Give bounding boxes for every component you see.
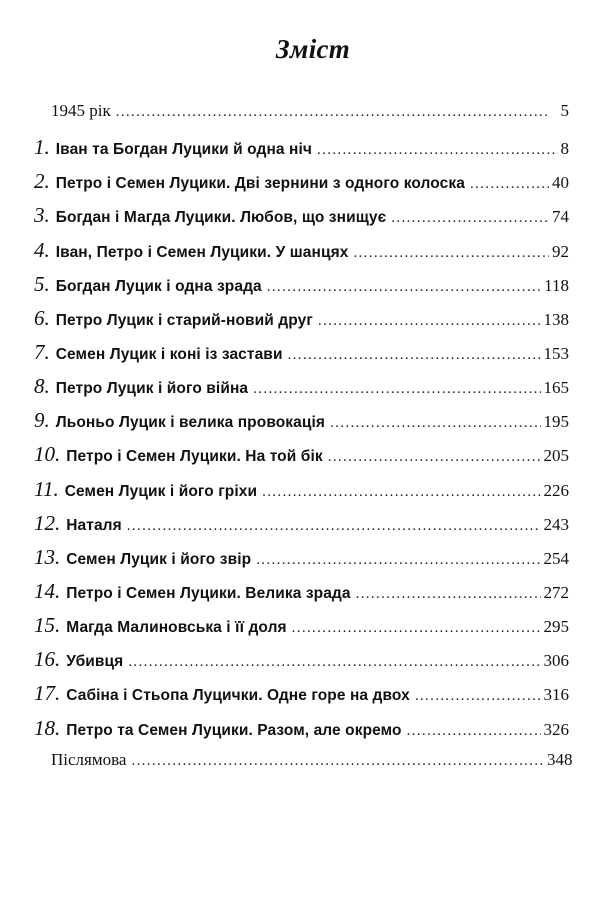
toc-entry-page: 316 (543, 685, 569, 705)
toc-entry-chapter-10 (34, 442, 569, 476)
toc-entry-page: 92 (552, 241, 569, 261)
toc-entry-page: 226 (543, 480, 569, 500)
toc-entry-label: Семен Луцик і його звір (66, 550, 252, 568)
toc-entry-chapter-15 (34, 613, 569, 647)
toc-entry-page: 8 (560, 139, 569, 159)
dot-leader (415, 688, 541, 705)
toc-entry-label: Семен Луцик і його гріхи (64, 482, 258, 500)
chapter-number: 7. (34, 339, 50, 364)
dot-leader (330, 415, 540, 432)
dot-leader (116, 104, 548, 121)
chapter-number: 6. (34, 305, 50, 330)
toc-entry-prologue (34, 101, 569, 135)
dot-leader (353, 245, 549, 262)
toc-entry-page: 195 (543, 412, 569, 432)
toc-entry-label: Убивця (66, 653, 124, 671)
dot-leader (318, 313, 541, 330)
toc-entry-label: Петро і Семен Луцики. На той бік (66, 448, 323, 466)
chapter-number: 2. (34, 169, 50, 194)
dot-leader (256, 552, 540, 569)
chapter-number: 17. (34, 681, 61, 706)
chapter-number: 10. (34, 442, 61, 467)
chapter-number: 5. (34, 271, 50, 296)
toc-entry-label: Іван, Петро і Семен Луцики. У шанцях (55, 243, 349, 261)
toc-entry-label: Семен Луцик і коні із застави (55, 345, 283, 363)
toc-entry-afterword (34, 749, 573, 784)
toc-entry-page: 205 (543, 446, 569, 466)
toc-entry-label: Наталя (66, 516, 122, 534)
toc-entry-chapter-7 (34, 340, 569, 374)
toc-entry-label: Петро і Семен Луцики. Велика зрада (66, 584, 351, 602)
dot-leader (407, 723, 541, 740)
toc-entry-page: 243 (543, 514, 569, 534)
toc-entry-label: 1945 рік (51, 101, 111, 120)
toc-entry-label: Петро та Семен Луцики. Разом, але окремо (66, 721, 402, 739)
toc-entry-label: Сабіна і Стьопа Луцички. Одне горе на двох (66, 687, 410, 705)
toc-entry-label: Післямова (51, 749, 127, 769)
dot-leader (127, 518, 541, 535)
toc-entry-page: 153 (543, 343, 569, 363)
toc-entry-chapter-9 (34, 408, 569, 442)
dot-leader (317, 142, 557, 159)
toc-entry-label: Богдан і Магда Луцики. Любов, що знищує (55, 209, 387, 227)
toc-entry-page: 326 (543, 719, 569, 739)
toc-entry-chapter-4 (34, 238, 569, 272)
chapter-number: 3. (34, 203, 50, 228)
toc-entry-label: Магда Малиновська і її доля (66, 619, 287, 637)
toc-entry-chapter-17 (34, 681, 569, 715)
toc-entry-chapter-6 (34, 306, 569, 340)
chapter-number: 11. (34, 476, 59, 501)
dot-leader (128, 654, 540, 671)
chapter-number: 4. (34, 237, 50, 262)
dot-leader (288, 347, 541, 364)
toc-entry-page: 295 (543, 617, 569, 637)
toc-entry-page: 254 (543, 548, 569, 568)
chapter-number: 15. (34, 613, 61, 638)
chapter-number: 13. (34, 544, 61, 569)
toc-entry-chapter-5 (34, 272, 569, 306)
chapter-number: 14. (34, 578, 61, 603)
toc-entry-chapter-3 (34, 203, 569, 237)
toc-entry-label: Богдан Луцик і одна зрада (55, 277, 262, 295)
dot-leader (267, 279, 541, 296)
chapter-number: 16. (34, 647, 61, 672)
toc-entry-chapter-2 (34, 169, 569, 203)
toc-entry-page: 306 (543, 651, 569, 671)
table-of-contents (34, 101, 573, 784)
dot-leader (328, 449, 541, 466)
toc-entry-label: Петро Луцик і його війна (55, 380, 249, 398)
chapter-number: 8. (34, 374, 50, 399)
dot-leader (292, 620, 541, 637)
toc-entry-page: 138 (543, 309, 569, 329)
dot-leader (253, 381, 540, 398)
toc-entry-chapter-11 (34, 477, 569, 511)
toc-entry-label: Льоньо Луцик і велика провокація (55, 414, 326, 432)
chapter-number: 12. (34, 510, 61, 535)
dot-leader (391, 210, 549, 227)
dot-leader (470, 176, 549, 193)
toc-entry-chapter-14 (34, 579, 569, 613)
chapter-number: 1. (34, 135, 50, 160)
toc-entry-page: 5 (560, 101, 569, 120)
dot-leader (262, 484, 540, 501)
toc-entry-chapter-13 (34, 545, 569, 579)
toc-entry-chapter-8 (34, 374, 569, 408)
toc-entry-chapter-18 (34, 716, 569, 750)
toc-entry-page: 40 (552, 173, 569, 193)
toc-entry-page: 348 (546, 749, 573, 769)
toc-entry-chapter-16 (34, 647, 569, 681)
toc-entry-page: 74 (552, 207, 569, 227)
page-title: Зміст (275, 34, 351, 64)
toc-entry-label: Петро Луцик і старий-новий друг (55, 311, 313, 329)
dot-leader (356, 586, 541, 603)
toc-entry-chapter-12 (34, 511, 569, 545)
toc-entry-chapter-1 (34, 135, 569, 169)
chapter-number: 9. (34, 408, 50, 433)
toc-entry-label: Петро і Семен Луцики. Дві зернини з одного колоска (55, 175, 465, 193)
toc-entry-page: 118 (544, 275, 569, 295)
toc-entry-page: 272 (543, 582, 569, 602)
toc-entry-label: Іван та Богдан Луцики й одна ніч (55, 141, 313, 159)
toc-entry-page: 165 (543, 378, 569, 398)
dot-leader (131, 753, 543, 770)
chapter-number: 18. (34, 715, 61, 740)
